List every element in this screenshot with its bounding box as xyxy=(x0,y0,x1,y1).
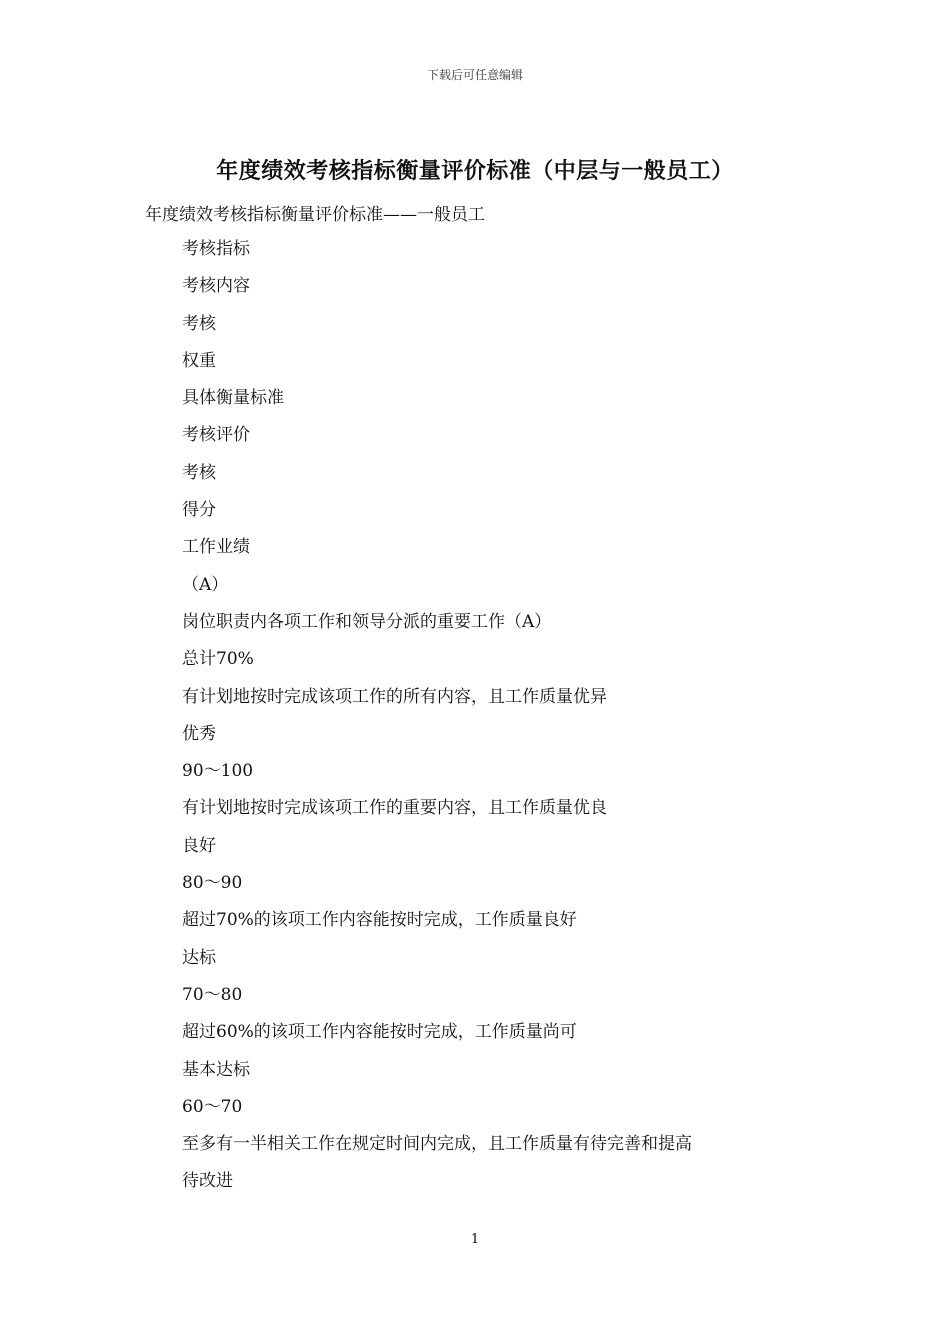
content-line: 考核内容 xyxy=(182,276,250,297)
content-line: 超过70%的该项工作内容能按时完成，工作质量良好 xyxy=(182,910,577,931)
content-line: 良好 xyxy=(182,835,216,856)
document-subtitle: 年度绩效考核指标衡量评价标准——一般员工 xyxy=(145,205,485,225)
content-line: 超过60%的该项工作内容能按时完成，工作质量尚可 xyxy=(182,1022,577,1043)
content-line: 考核 xyxy=(182,313,216,334)
header-note: 下载后可任意编辑 xyxy=(426,68,523,82)
content-line: 有计划地按时完成该项工作的重要内容，且工作质量优良 xyxy=(182,798,607,819)
content-line: 60～70 xyxy=(182,1096,243,1117)
document-title: 年度绩效考核指标衡量评价标准（中层与一般员工） xyxy=(216,158,734,184)
content-line: 得分 xyxy=(182,500,216,521)
content-line: （A） xyxy=(182,574,229,595)
content-line: 岗位职责内各项工作和领导分派的重要工作（A） xyxy=(182,611,552,632)
content-line: 考核 xyxy=(182,462,216,483)
content-line: 有计划地按时完成该项工作的所有内容，且工作质量优异 xyxy=(182,686,607,707)
content-line: 待改进 xyxy=(182,1171,233,1192)
content-line: 90～100 xyxy=(182,761,254,782)
page-number: 1 xyxy=(470,1232,480,1247)
content-lines xyxy=(182,236,822,1206)
content-line: 至多有一半相关工作在规定时间内完成，且工作质量有待完善和提高 xyxy=(182,1134,692,1155)
content-line: 工作业绩 xyxy=(182,537,250,558)
content-line: 具体衡量标准 xyxy=(182,388,284,409)
content-line: 考核评价 xyxy=(182,425,250,446)
content-line: 80～90 xyxy=(182,873,243,894)
content-line: 权重 xyxy=(182,350,216,371)
content-line: 优秀 xyxy=(182,723,216,744)
content-line: 基本达标 xyxy=(182,1059,250,1080)
content-line: 总计70% xyxy=(182,649,254,670)
content-line: 达标 xyxy=(182,947,216,968)
content-line: 70～80 xyxy=(182,984,243,1005)
content-line: 考核指标 xyxy=(182,239,250,259)
